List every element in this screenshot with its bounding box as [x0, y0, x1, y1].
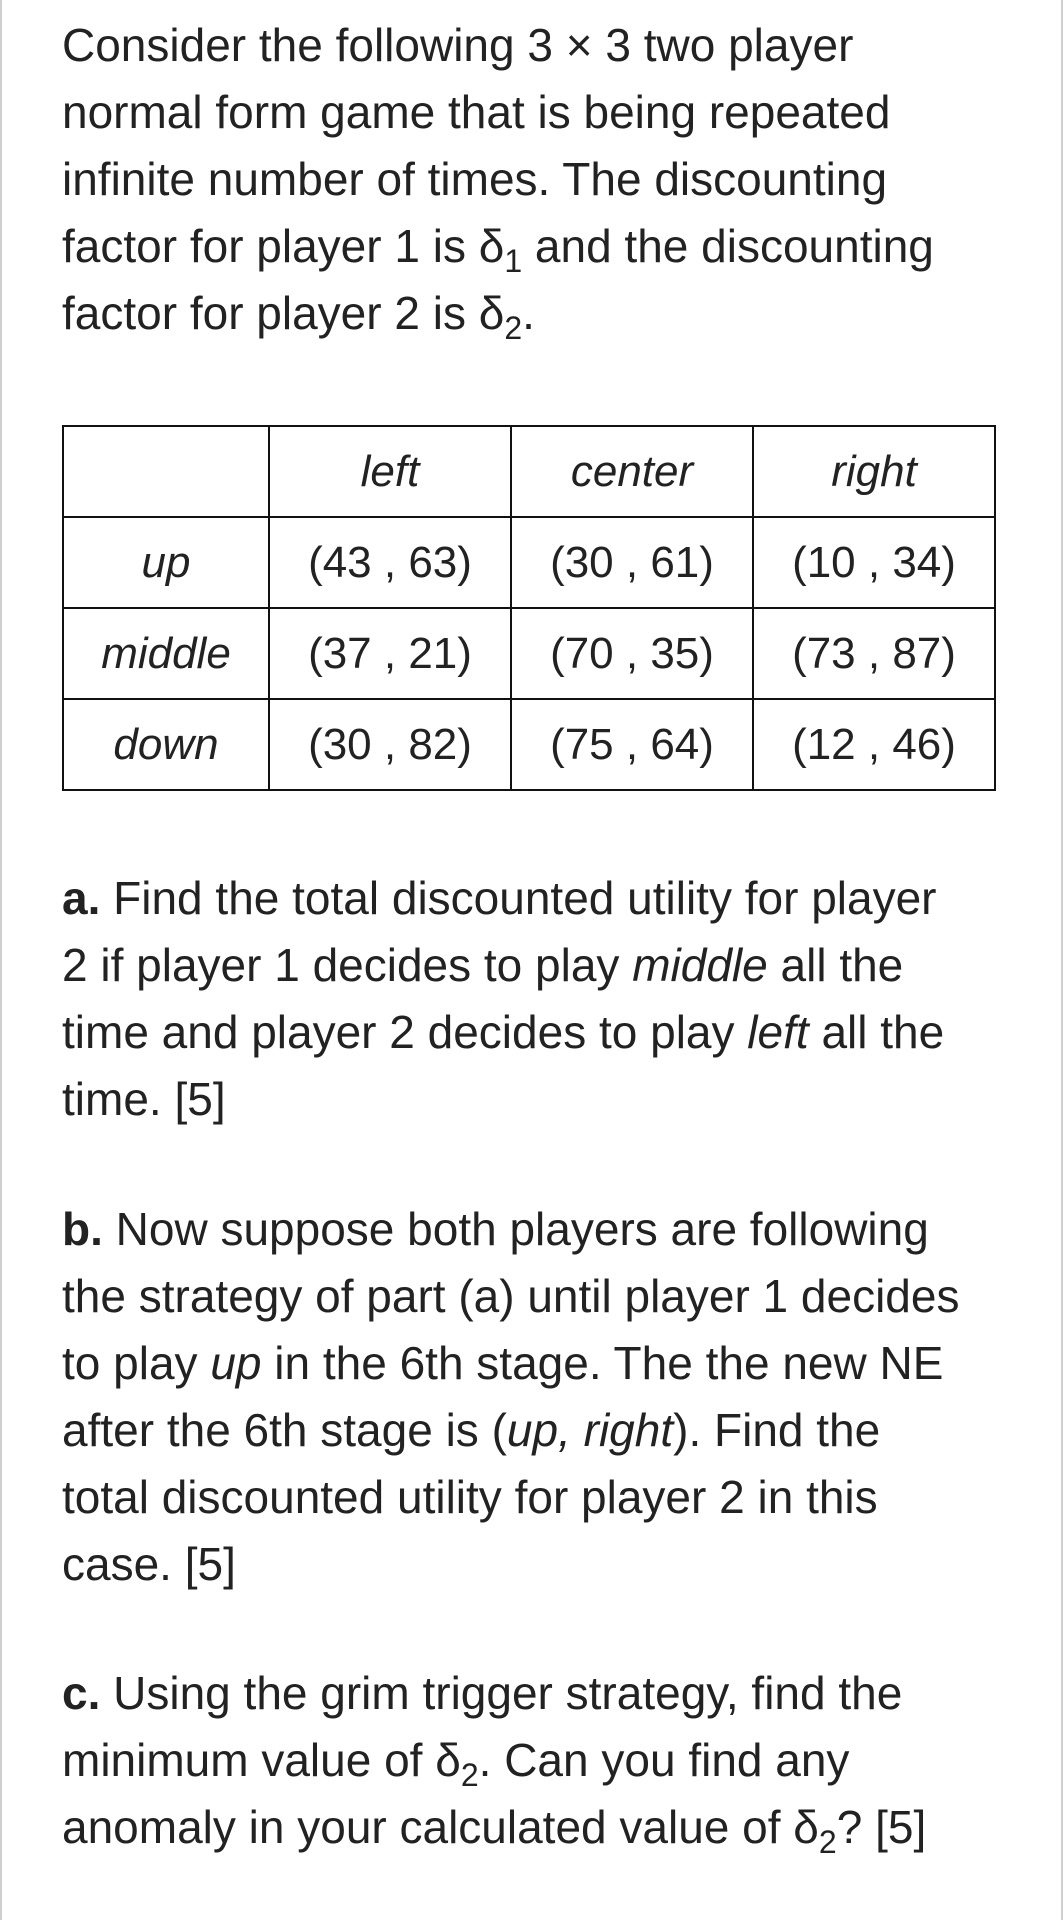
question-text: anomaly in your calculated value of δ [62, 1801, 819, 1853]
question-marker: c. [62, 1667, 101, 1719]
intro-line: and the discounting [522, 220, 934, 272]
question-text: minimum value of δ [62, 1734, 461, 1786]
question-text: time. [5] [62, 1073, 226, 1125]
question-text: total discounted utility for player 2 in this [62, 1471, 878, 1523]
intro-line: . [522, 287, 535, 339]
payoff-cell: (12 , 46) [753, 699, 995, 790]
question-text: ? [5] [836, 1801, 927, 1853]
payoff-table [62, 425, 996, 791]
payoff-cell: (75 , 64) [511, 699, 753, 790]
question-text: to play [62, 1337, 211, 1389]
question-b [62, 1196, 1012, 1598]
question-marker: b. [62, 1203, 103, 1255]
table-row [63, 699, 995, 790]
emphasis: middle [632, 939, 768, 991]
intro-line: Consider the following 3 × 3 two player [62, 19, 854, 71]
payoff-cell: (43 , 63) [269, 517, 511, 608]
payoff-cell: (30 , 61) [511, 517, 753, 608]
payoff-cell: (70 , 35) [511, 608, 753, 699]
table-row [63, 608, 995, 699]
subscript: 2 [818, 1824, 837, 1860]
intro-paragraph [62, 12, 1012, 347]
table-header-row [63, 426, 995, 517]
payoff-cell: (30 , 82) [269, 699, 511, 790]
intro-line: infinite number of times. The discounting [62, 153, 888, 205]
subscript: 2 [460, 1757, 479, 1793]
table-row [63, 517, 995, 608]
question-text: . Can you find any [478, 1734, 850, 1786]
question-text: after the 6th stage is ( [62, 1404, 507, 1456]
question-text: Find the total discounted utility for player [100, 872, 937, 924]
question-text: ). Find the [673, 1404, 881, 1456]
left-border [0, 0, 2, 1920]
question-text: time and player 2 decides to play [62, 1006, 748, 1058]
emphasis: up [210, 1337, 262, 1389]
question-text: all the [808, 1006, 945, 1058]
question-text: all the [767, 939, 904, 991]
row-header: middle [63, 608, 269, 699]
question-text: Now suppose both players are following [102, 1203, 929, 1255]
intro-line: factor for player 2 is δ [62, 287, 505, 339]
subscript: 2 [504, 310, 523, 346]
row-header: up [63, 517, 269, 608]
emphasis: left [747, 1006, 809, 1058]
corner-cell [63, 426, 269, 517]
payoff-cell: (37 , 21) [269, 608, 511, 699]
question-text: 2 if player 1 decides to play [62, 939, 633, 991]
column-header: right [753, 426, 995, 517]
question-text: case. [5] [62, 1538, 236, 1590]
column-header: left [269, 426, 511, 517]
emphasis: up, right [506, 1404, 674, 1456]
column-header: center [511, 426, 753, 517]
question-text: Using the grim trigger strategy, find the [100, 1667, 903, 1719]
payoff-cell: (10 , 34) [753, 517, 995, 608]
intro-line: normal form game that is being repeated [62, 86, 891, 138]
question-text: in the 6th stage. The the new NE [261, 1337, 944, 1389]
intro-line: factor for player 1 is δ [62, 220, 505, 272]
question-text: the strategy of part (a) until player 1 decides [62, 1270, 960, 1322]
subscript: 1 [504, 243, 523, 279]
question-marker: a. [62, 872, 101, 924]
question-c [62, 1660, 1012, 1861]
payoff-cell: (73 , 87) [753, 608, 995, 699]
row-header: down [63, 699, 269, 790]
question-a [62, 865, 1012, 1133]
